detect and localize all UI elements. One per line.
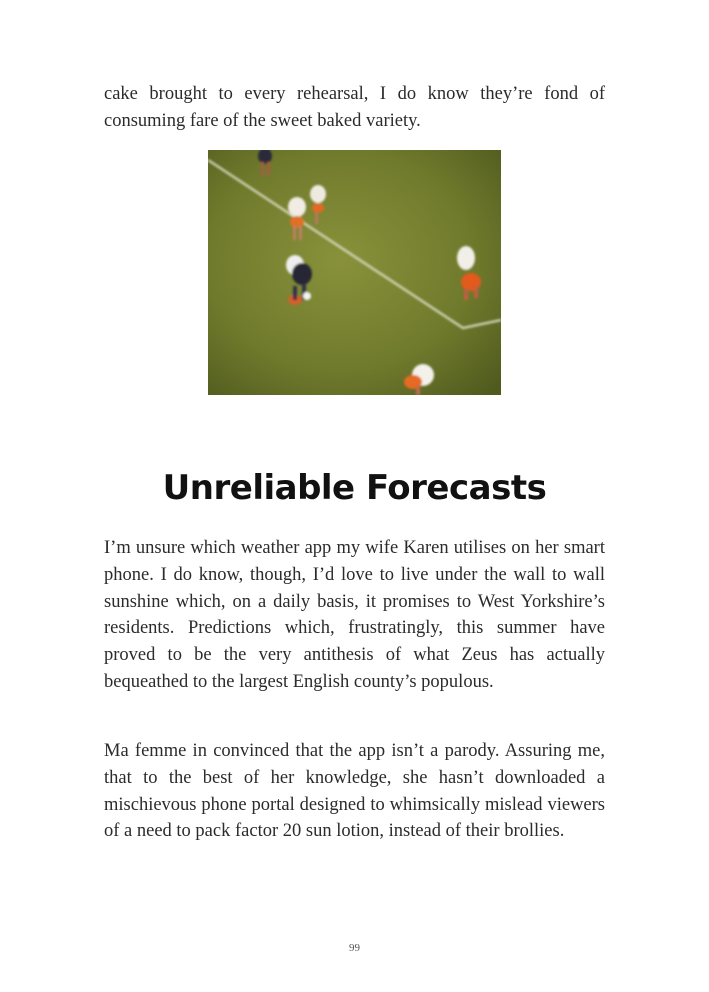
paragraph-continuation: cake brought to every rehearsal, I do know they’re fond of consuming fare of the sweet baked variety. [104,84,605,131]
body-paragraph: Ma femme in convinced that the app isn’t a parody. Assuring me, that to the best of her knowledge, she hasn’t downloaded a mischievous phone portal designed to whimsically mislead viewers of a need to pack factor 20 sun lotion, instead of their brollies. [104,741,605,842]
section-heading: Unreliable Forecasts [162,468,547,508]
page-number: 99 [349,942,360,954]
body-paragraph: I’m unsure which weather app my wife Karen utilises on her smart phone. I do know, though, I’d love to live under the wall to wall sunshine which, on a daily basis, it promises to West Yorkshire’s residents. Predictions which, frustratingly, this summer have proved to be the very antithesis of what Zeus has actually bequeathed to the largest English county’s populous. [104,538,605,692]
football-photo [208,150,501,395]
